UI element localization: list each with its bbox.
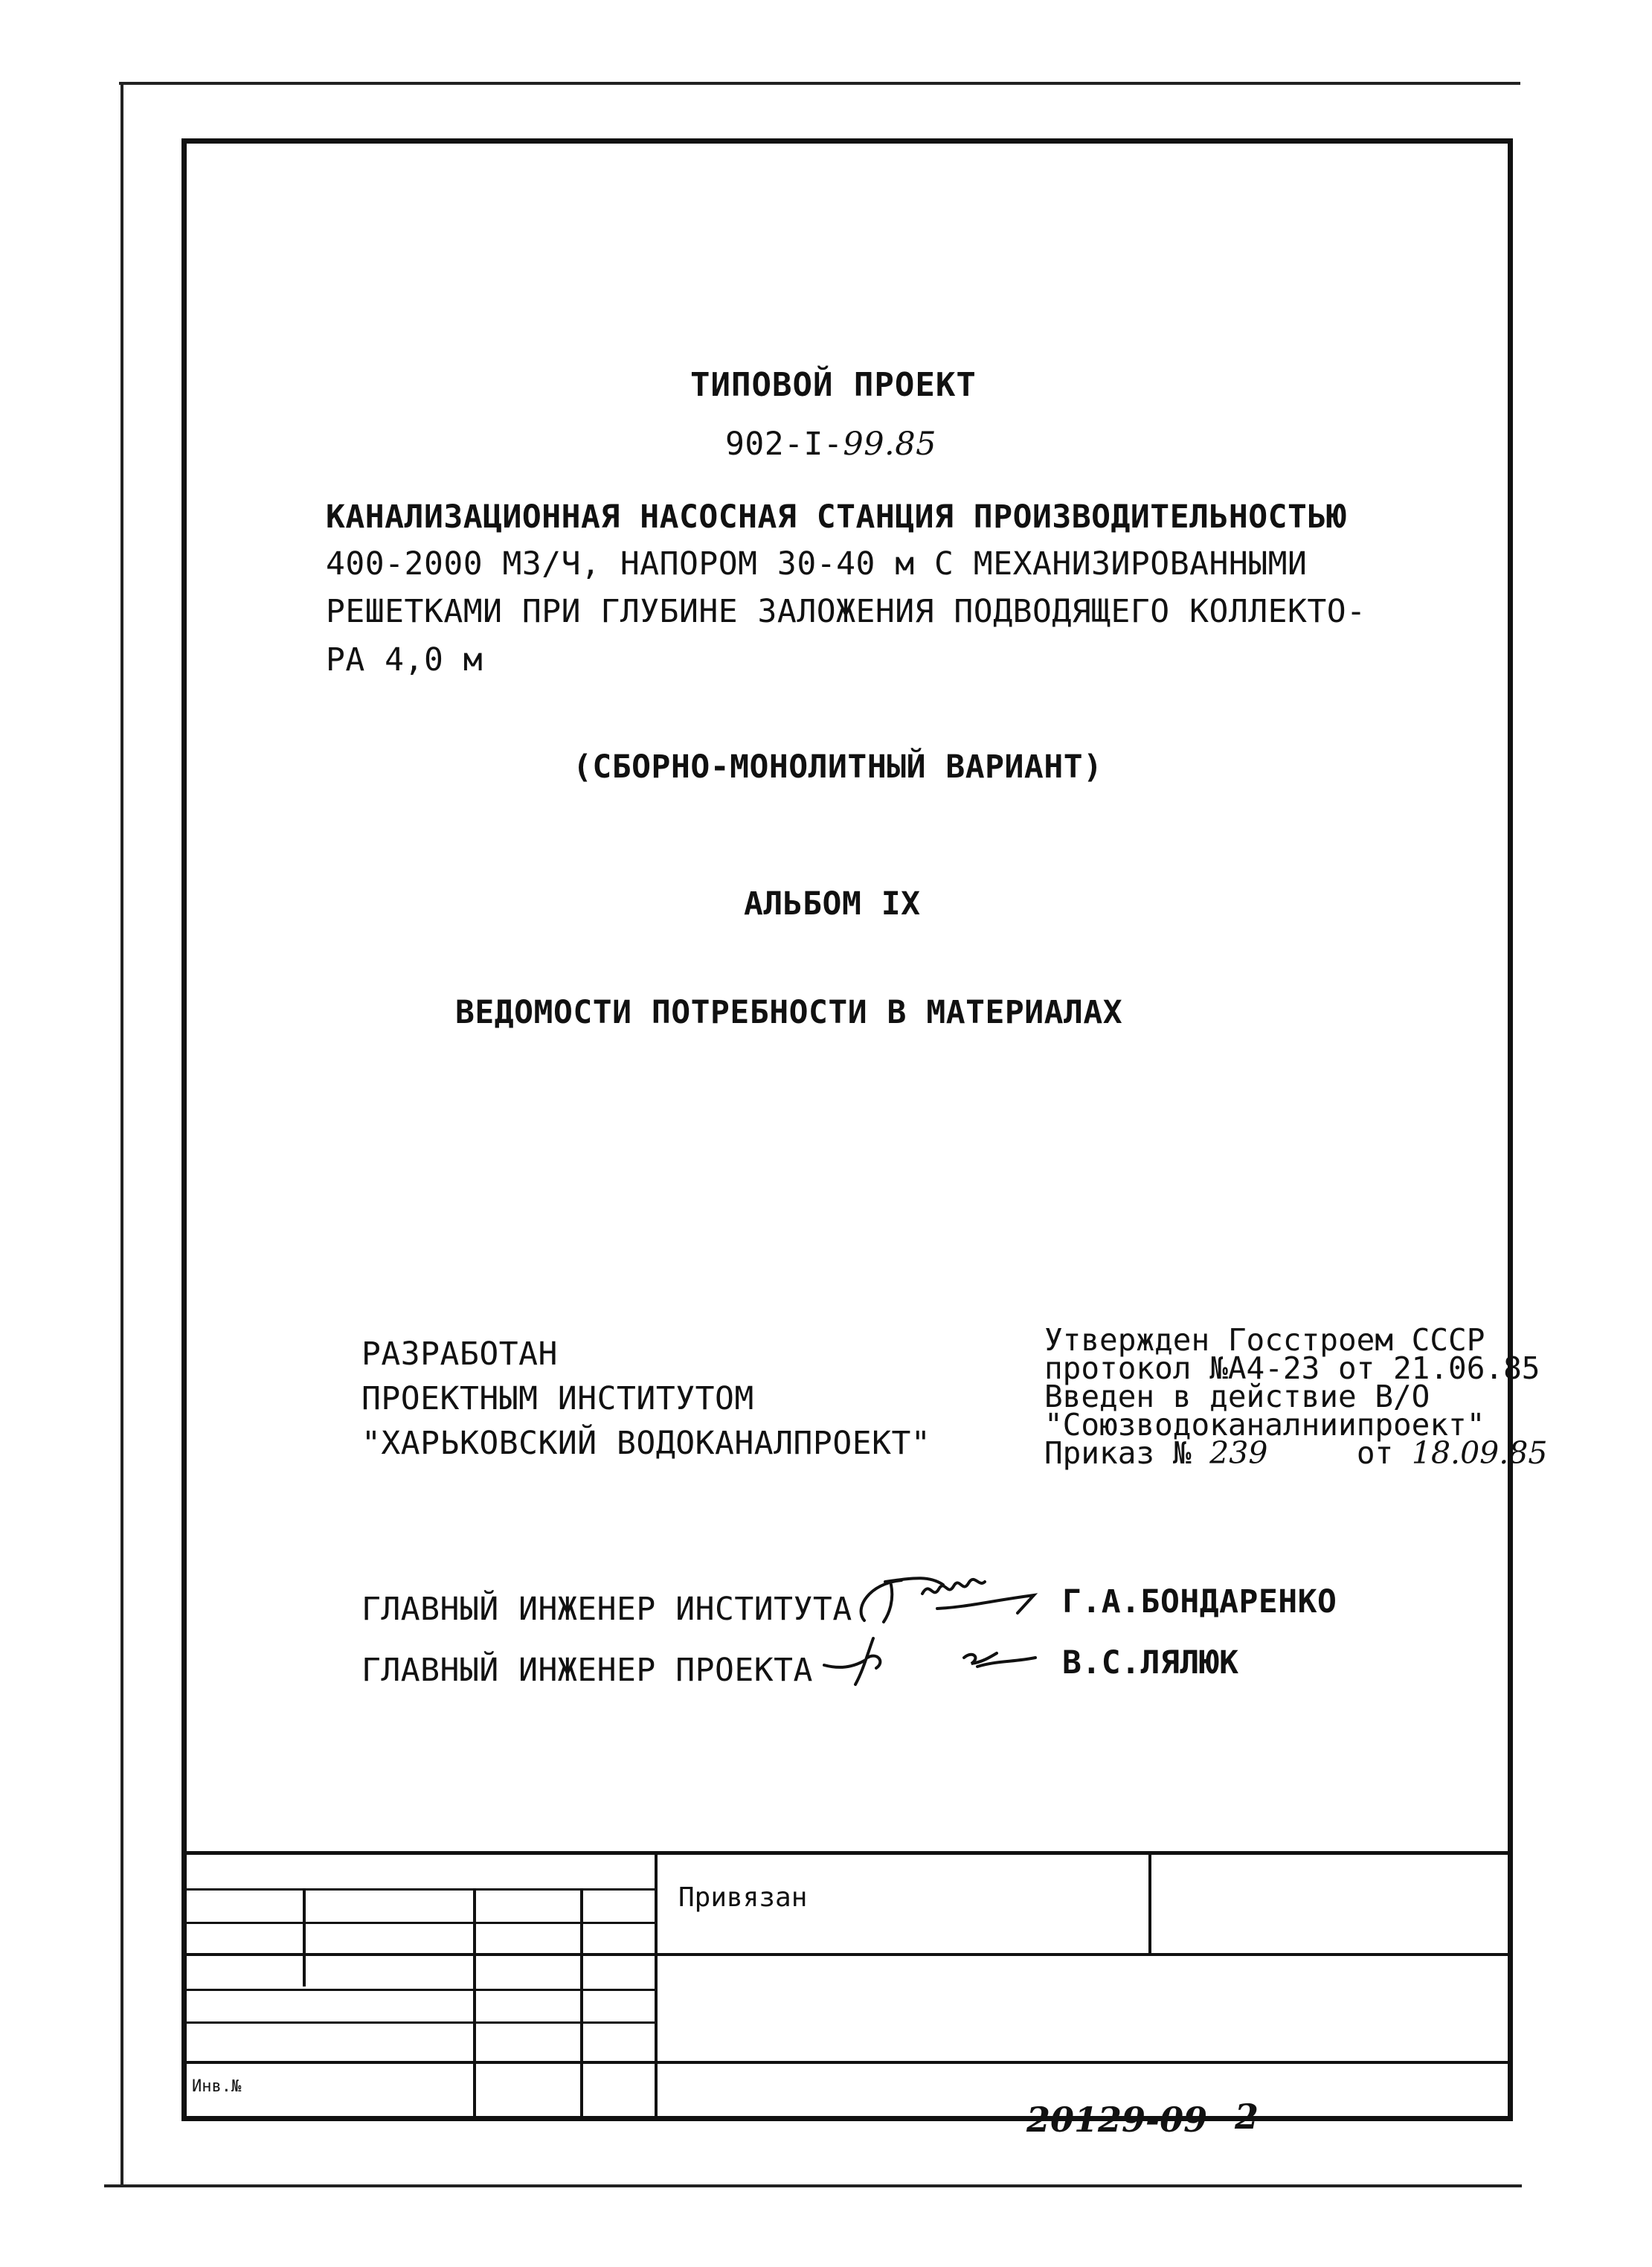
signatory-1-name: Г.А.БОНДАРЕНКО [1062,1583,1337,1620]
stamp-inventory-label: Инв.№ [192,2077,242,2096]
approval-line-4: "Союзводоканалниипроект" [1044,1407,1485,1443]
album-subject: ВЕДОМОСТИ ПОТРЕБНОСТИ В МАТЕРИАЛАХ [455,994,1123,1031]
order-number: 239 [1209,1435,1268,1471]
stamp-top-line [186,1851,1511,1855]
developer-line-2: ПРОЕКТНЫМ ИНСТИТУТОМ [361,1380,754,1417]
stamp-col-line [303,1890,306,1987]
outer-border-left [120,82,123,2187]
order-label: Приказ № [1044,1435,1192,1471]
title-line-1: КАНАЛИЗАЦИОННАЯ НАСОСНАЯ СТАНЦИЯ ПРОИЗВОДИТЕЛЬНОСТЬЮ [326,498,1347,536]
order-date-label: от [1356,1435,1394,1471]
stamp-col-line [1148,1853,1151,1955]
stamp-row-line [186,1989,656,1991]
approval-line-1: Утвержден Госстроем СССР [1044,1322,1485,1358]
stamp-row-line [186,1953,1511,1956]
project-number [725,426,936,463]
album: АЛЬБОМ IX [744,885,921,923]
title-line-4: РА 4,0 м [326,641,483,679]
title-line-2: 400-2000 М3/Ч, НАПОРОМ 30-40 м С МЕХАНИЗИРОВАННЫМИ [326,545,1308,583]
variant: (СБОРНО-МОНОЛИТНЫЙ ВАРИАНТ) [573,748,1103,786]
outer-border-top [119,82,1520,85]
stamp-col-line [580,1890,583,2116]
page-number: 2 [1235,2097,1259,2137]
stamp-col-line [655,1853,658,2116]
signature-1 [848,1562,1071,1629]
stamp-bound-label: Привязан [678,1882,808,1913]
stamp-row-line [186,1888,656,1891]
approval-line-2: протокол №А4-23 от 21.06.85 [1044,1350,1540,1386]
signatory-1-role: ГЛАВНЫЙ ИНЖЕНЕР ИНСТИТУТА [361,1591,852,1628]
signature-2 [818,1629,1064,1689]
approval-order [1044,1435,1548,1471]
stamp-row-line [186,1922,656,1924]
stamp-col-line [473,1890,476,2116]
title-line-3: РЕШЕТКАМИ ПРИ ГЛУБИНЕ ЗАЛОЖЕНИЯ ПОДВОДЯЩЕГО КОЛЛЕКТО- [326,593,1366,630]
stamp-row-line [186,2021,656,2024]
outer-border-bottom [104,2184,1522,2187]
developer-line-3: "ХАРЬКОВСКИЙ ВОДОКАНАЛПРОЕКТ" [361,1425,931,1462]
developer-line-1: РАЗРАБОТАН [361,1335,558,1373]
signatory-2-name: В.С.ЛЯЛЮК [1062,1644,1239,1681]
project-number-handwritten: 99.85 [843,426,936,463]
order-date: 18.09.85 [1411,1435,1548,1471]
stamp-row-line [186,2061,1511,2064]
signatory-2-role: ГЛАВНЫЙ ИНЖЕНЕР ПРОЕКТА [361,1652,813,1689]
project-number-prefix: 902-I- [725,426,843,463]
project-type: ТИПОВОЙ ПРОЕКТ [690,366,977,404]
approval-line-3: Введен в действие В/О [1044,1379,1430,1414]
sheet-code: 20129-09 [1026,2100,1208,2140]
